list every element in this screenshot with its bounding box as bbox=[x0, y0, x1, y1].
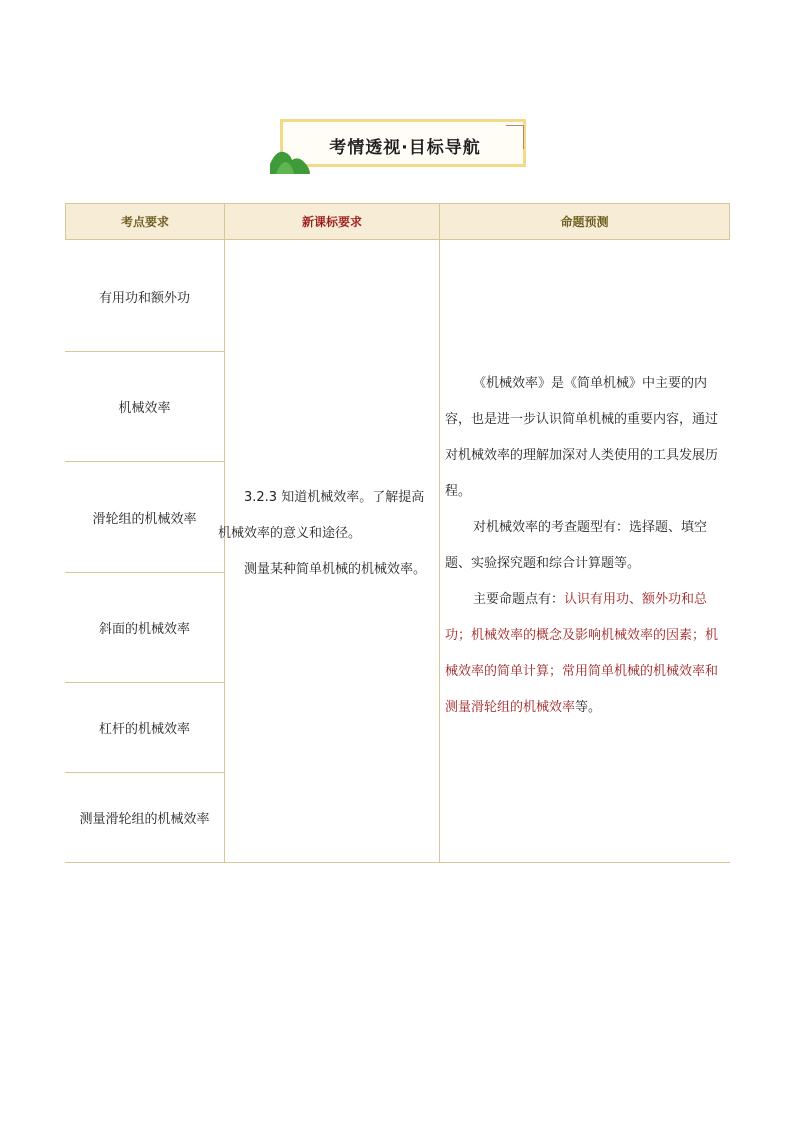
kaodian-cell: 测量滑轮组的机械效率 bbox=[79, 812, 210, 827]
kaodian-cell: 斜面的机械效率 bbox=[98, 622, 190, 637]
column-divider bbox=[439, 240, 440, 862]
yuce-paragraph: 《机械效率》是《简单机械》中主要的内容，也是进一步认识简单机械的重要内容，通过对机械效率的理解加深对人类使用的工具发展历程。 bbox=[445, 376, 719, 499]
title-banner bbox=[270, 116, 532, 176]
green-hills-icon bbox=[270, 146, 314, 174]
yuce-highlight-text: 认识有用功、额外功和总功；机械效率的概念及影响机械效率的因素； bbox=[445, 592, 708, 643]
yuce-paragraph bbox=[445, 582, 725, 726]
yuce-lead-text: 主要命题点有： bbox=[473, 592, 565, 607]
yuce-highlight-text: 机械效率的简单计算；常用简单机械的机械效率和测量滑轮组的机械效率 bbox=[445, 628, 719, 715]
xinkebiao-paragraph: 测量某种简单机械的机械效率。 bbox=[244, 562, 427, 577]
banner-corner-line bbox=[506, 125, 524, 126]
kaodian-cell: 滑轮组的机械效率 bbox=[92, 511, 197, 527]
header-yuce: 命题预测 bbox=[439, 203, 730, 240]
kaodian-cell: 有用功和额外功 bbox=[98, 290, 190, 306]
kaodian-cell: 机械效率 bbox=[118, 401, 171, 416]
header-kaodian: 考点要求 bbox=[65, 203, 225, 240]
yuce-cell bbox=[445, 366, 725, 726]
exam-analysis-table bbox=[65, 203, 730, 863]
banner-corner-line-vertical bbox=[523, 125, 524, 149]
kaodian-cell: 杠杆的机械效率 bbox=[98, 722, 190, 737]
table-bottom-border bbox=[65, 862, 730, 863]
yuce-tail-text: 等。 bbox=[575, 700, 602, 715]
page-title: 考情透视·目标导航 bbox=[329, 138, 481, 158]
yuce-paragraph: 对机械效率的考查题型有：选择题、填空题、实验探究题和综合计算题等。 bbox=[445, 520, 708, 571]
header-xinkebiao: 新课标要求 bbox=[224, 203, 440, 240]
xinkebiao-cell bbox=[218, 480, 434, 588]
xinkebiao-paragraph: 3.2.3 知道机械效率。了解提高机械效率的意义和途径。 bbox=[218, 490, 425, 541]
